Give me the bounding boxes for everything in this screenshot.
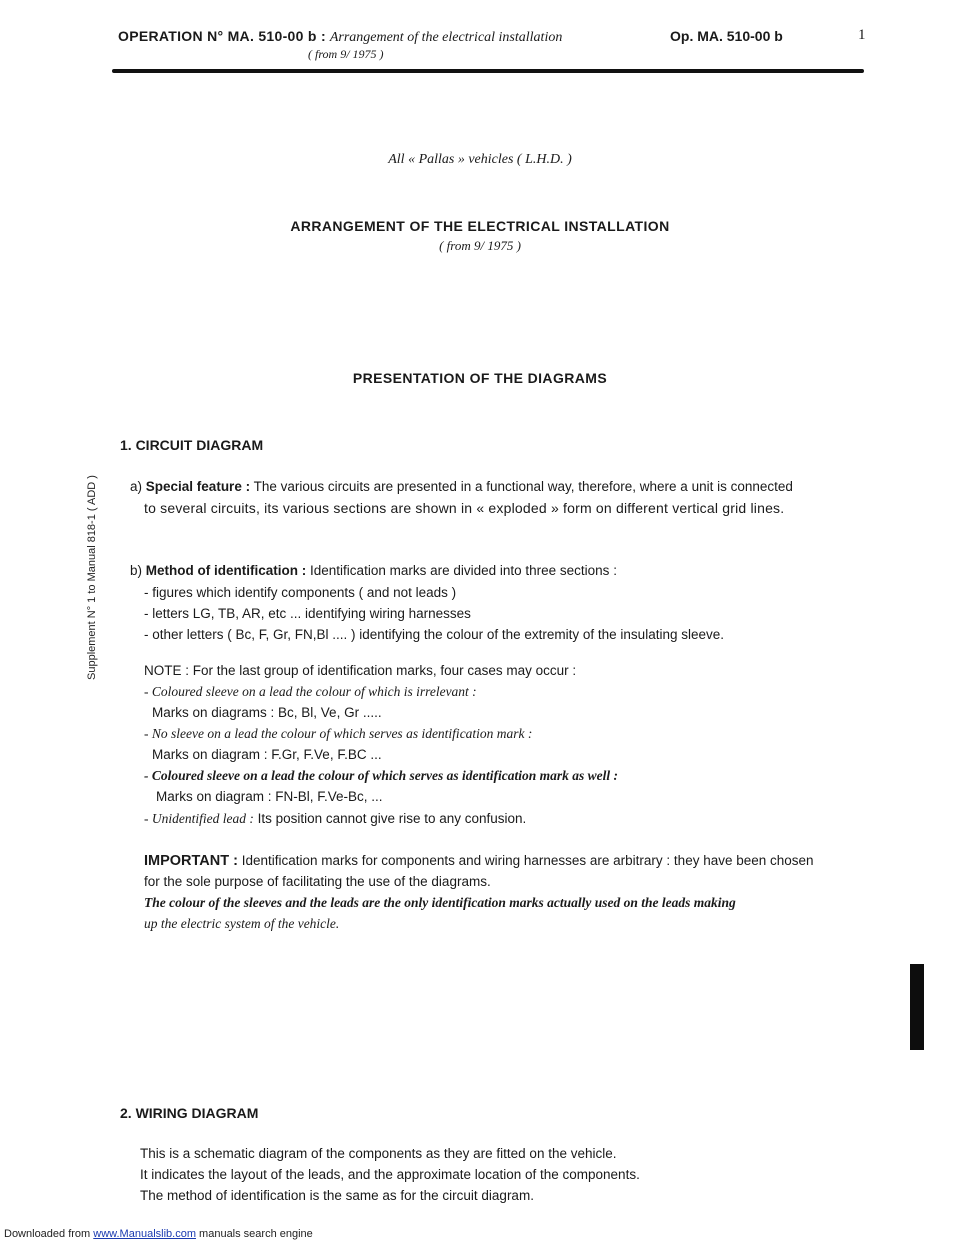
item-b-prefix: b) [130, 563, 143, 578]
section-tab-marker [910, 964, 924, 1050]
page-subtitle: ( from 9/ 1975 ) [439, 238, 521, 253]
manualslib-link[interactable]: www.Manualslib.com [93, 1228, 196, 1240]
important-italic-line-1: The colour of the sleeves and the leads are the only identification marks actually used on the leads making [144, 895, 736, 910]
method-identification-label: Method of identification : [145, 563, 307, 578]
important-line-2: for the sole purpose of facilitating the use of the diagrams. [144, 874, 491, 889]
important-label: IMPORTANT : [144, 853, 238, 869]
case-marks: Marks on diagram : FN-Bl, F.Ve-Bc, ... [156, 789, 383, 804]
case-title: - Coloured sleeve on a lead the colour of which is irrelevant : [144, 684, 477, 699]
case-marks: Marks on diagrams : Bc, Bl, Ve, Gr ..... [152, 705, 382, 720]
unidentified-lead-label: - Unidentified lead : [144, 811, 254, 826]
case-title: - No sleeve on a lead the colour of which serves as identification mark : [144, 726, 533, 741]
special-feature-label: Special feature : [145, 479, 251, 494]
operation-date: ( from 9/ 1975 ) [308, 47, 384, 61]
special-feature-text: The various circuits are presented in a functional way, therefore, where a unit is connected [253, 479, 793, 494]
important-line-1 [144, 850, 814, 872]
case-marks: Marks on diagram : F.Gr, F.Ve, F.BC ... [152, 747, 382, 762]
section-wiring-diagram-heading: 2. WIRING DIAGRAM [120, 1105, 259, 1121]
operation-title: Arrangement of the electrical installation [329, 30, 563, 45]
special-feature-line-1 [130, 476, 793, 497]
method-identification-text: Identification marks are divided into three sections : [310, 563, 617, 578]
footer-prefix: Downloaded from [4, 1228, 91, 1240]
method-identification-line [130, 560, 617, 581]
wiring-diagram-line: It indicates the layout of the leads, and the approximate location of the components. [140, 1167, 640, 1182]
important-italic-line-2: up the electric system of the vehicle. [144, 916, 340, 931]
operation-label: OPERATION N° MA. 510-00 b : [118, 28, 326, 44]
presentation-heading: PRESENTATION OF THE DIAGRAMS [352, 370, 608, 386]
case-title: - Coloured sleeve on a lead the colour of which serves as identification mark as well : [144, 768, 618, 783]
operation-reference: Op. MA. 510-00 b [670, 28, 783, 44]
header-rule [112, 69, 864, 73]
important-text: Identification marks for components and wiring harnesses are arbitrary : they have been chosen [241, 853, 814, 868]
operation-header [118, 28, 562, 46]
vehicle-applicability: All « Pallas » vehicles ( L.H.D. ) [388, 152, 572, 167]
download-footer [4, 1228, 313, 1240]
wiring-diagram-line: The method of identification is the same as for the circuit diagram. [140, 1188, 534, 1203]
unidentified-lead-text: Its position cannot give rise to any confusion. [257, 811, 527, 826]
special-feature-line-2: to several circuits, its various sections are shown in « exploded » form on different vertical grid lines. [144, 500, 785, 516]
note-line: NOTE : For the last group of identification marks, four cases may occur : [144, 663, 577, 678]
page-number: 1 [858, 27, 866, 43]
item-a-prefix: a) [130, 479, 143, 494]
wiring-diagram-line: This is a schematic diagram of the components as they are fitted on the vehicle. [140, 1146, 617, 1161]
identification-item: - figures which identify components ( and not leads ) [144, 585, 457, 600]
unidentified-lead-line [144, 808, 526, 829]
identification-item: - other letters ( Bc, F, Gr, FN,Bl .... ) identifying the colour of the extremity of the insulating sleeve. [144, 627, 724, 642]
section-circuit-diagram-heading: 1. CIRCUIT DIAGRAM [120, 437, 264, 453]
footer-suffix: manuals search engine [199, 1228, 313, 1240]
page-title: ARRANGEMENT OF THE ELECTRICAL INSTALLATION [290, 218, 670, 234]
supplement-side-note: Supplement N° 1 to Manual 818-1 ( ADD ) [86, 475, 98, 680]
identification-item: - letters LG, TB, AR, etc ... identifying wiring harnesses [144, 606, 471, 621]
